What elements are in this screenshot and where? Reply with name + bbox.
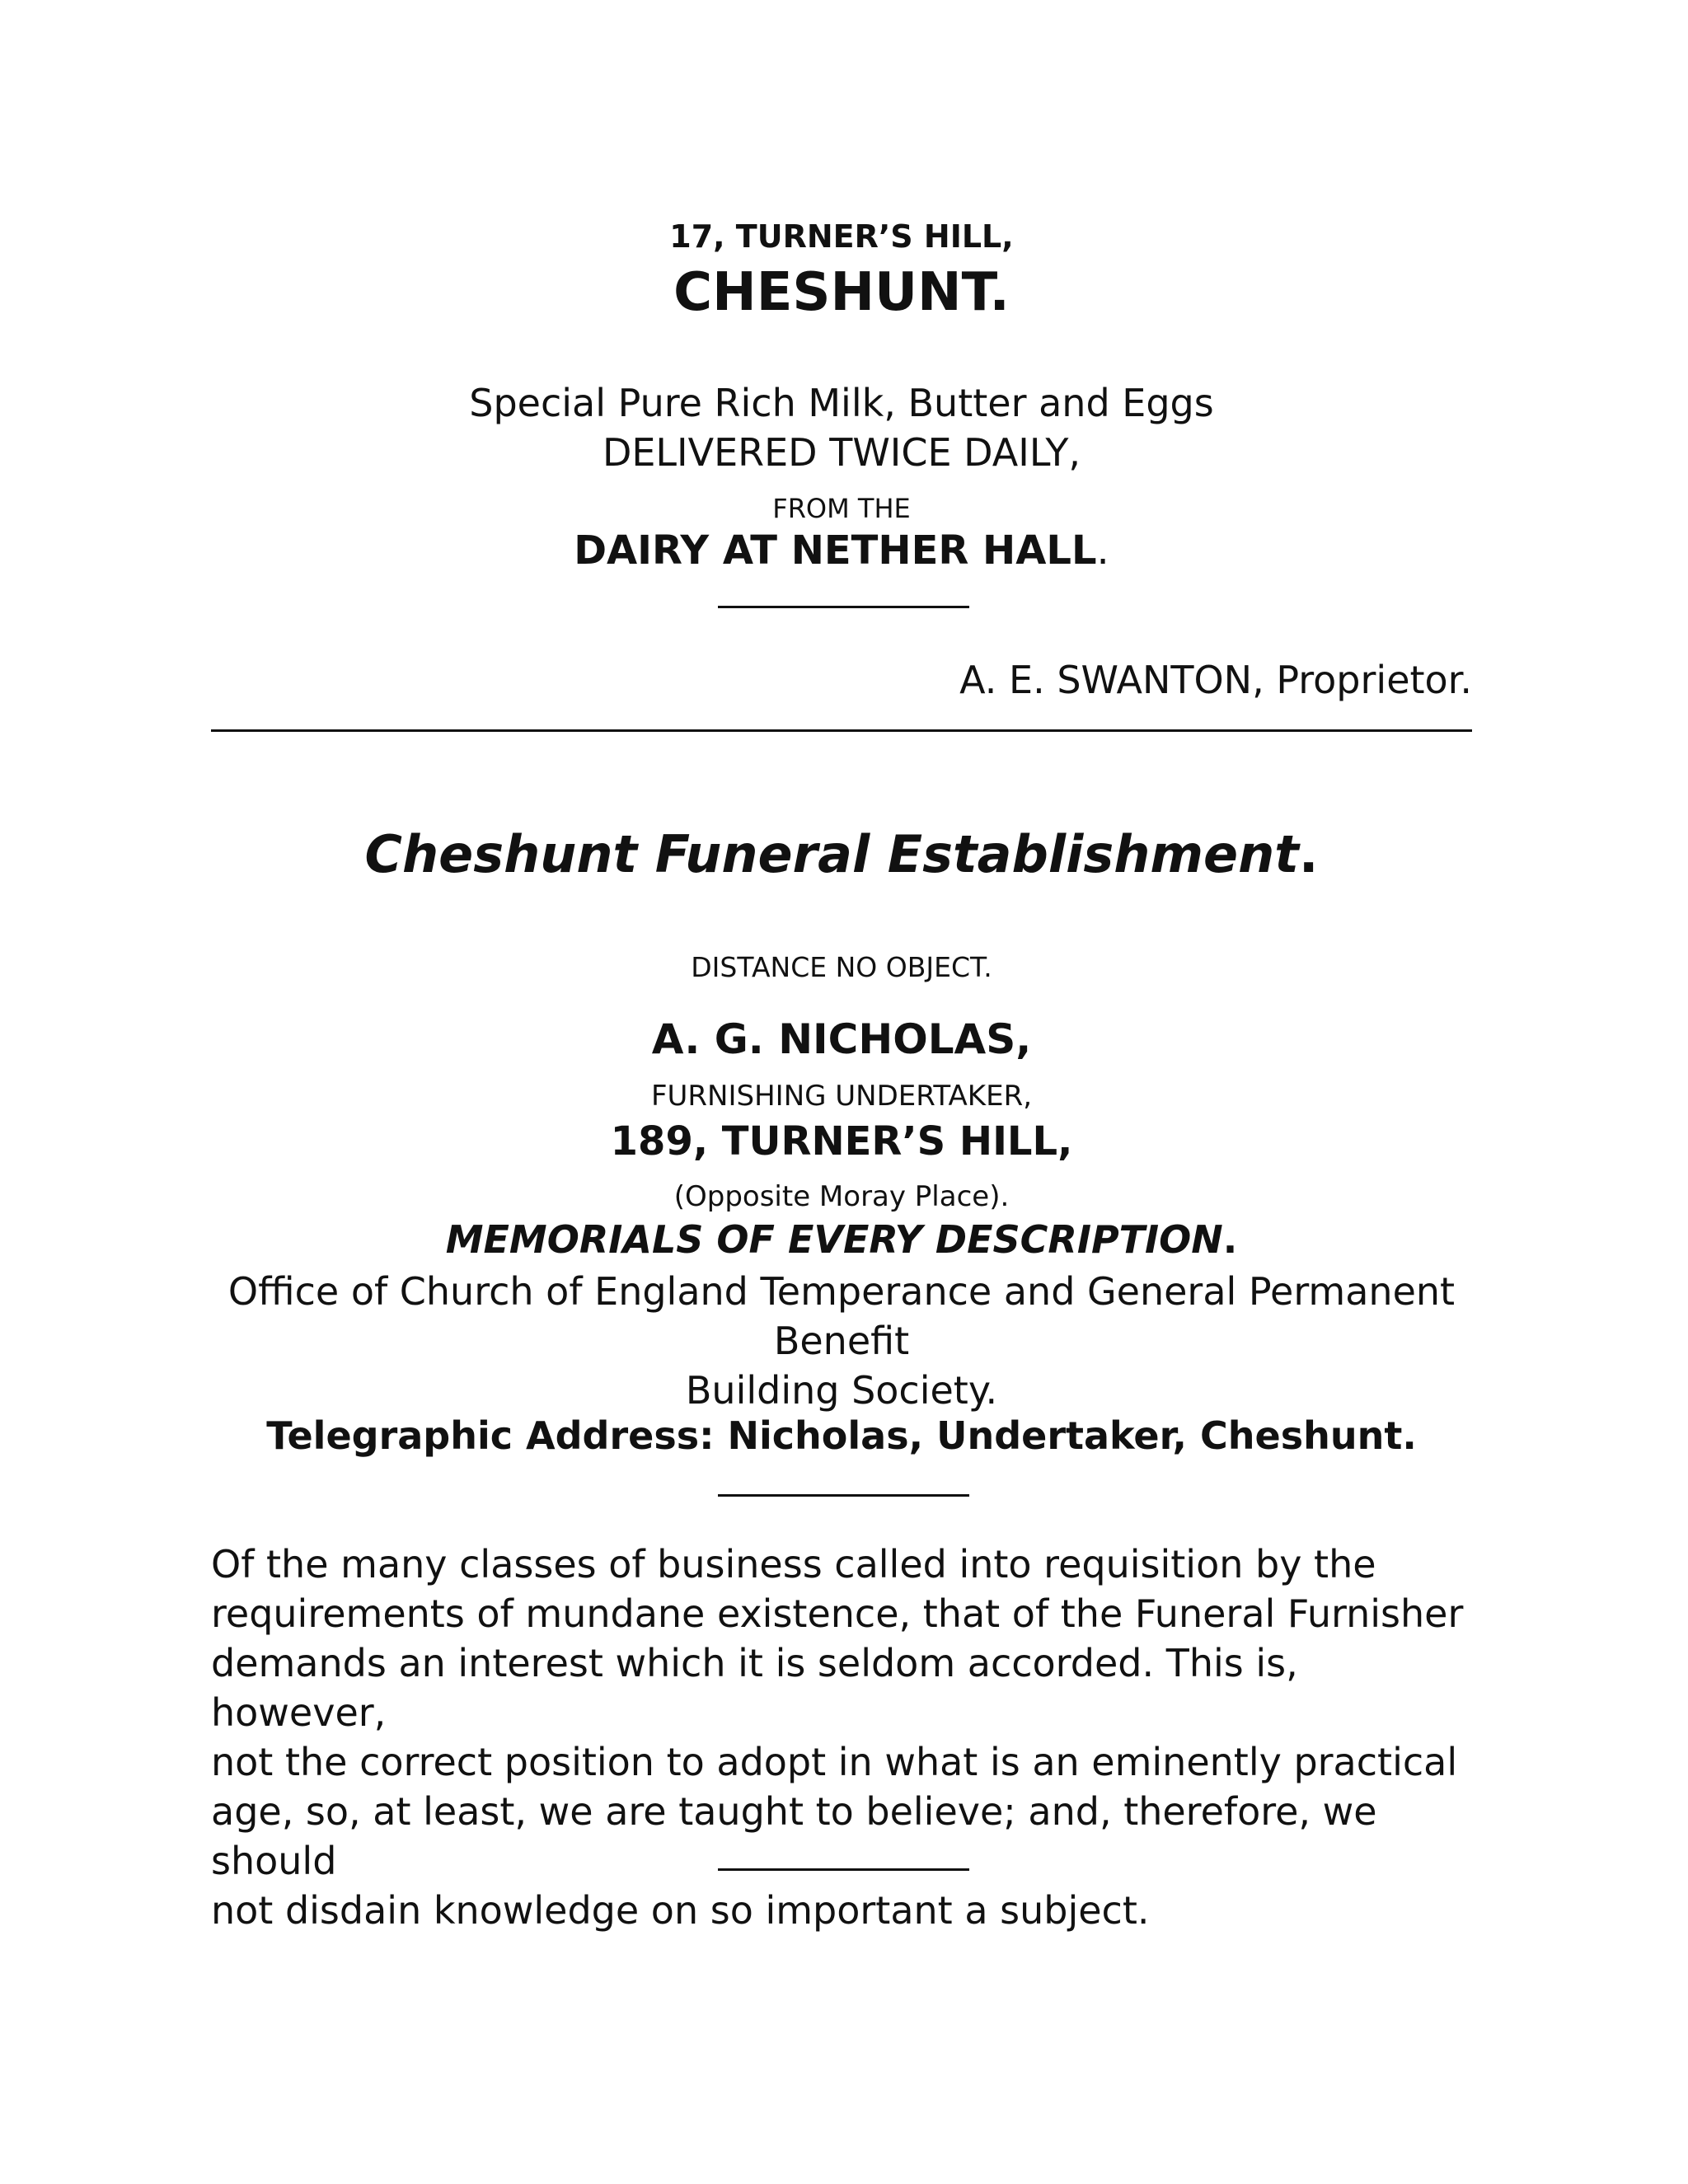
memorials-text: MEMORIALS OF EVERY DESCRIPTION [445, 1217, 1223, 1262]
dairy-proprietor: A. E. SWANTON, Proprietor. [959, 658, 1472, 702]
divider-rule [718, 1494, 969, 1497]
dairy-name-period: . [1096, 527, 1109, 574]
undertaker-name: A. G. NICHOLAS, [651, 1015, 1032, 1063]
office-note-line: Benefit [773, 1319, 910, 1363]
funeral-tagline: DISTANCE NO OBJECT. [691, 951, 992, 983]
dairy-products-line: Special Pure Rich Milk, Butter and Eggs [469, 381, 1214, 425]
divider-rule [718, 1868, 969, 1871]
dairy-name: DAIRY AT NETHER HALL [574, 527, 1097, 574]
section-divider [211, 729, 1472, 732]
undertaker-location-note: (Opposite Moray Place). [673, 1180, 1010, 1213]
funeral-title-line [211, 824, 1472, 884]
dairy-delivery-line: DELIVERED TWICE DAILY, [602, 430, 1081, 475]
funeral-title: Cheshunt Funeral Establishment [364, 824, 1299, 884]
dairy-name-line [211, 527, 1472, 574]
memorials-period: . [1222, 1217, 1238, 1262]
dairy-address: 17, TURNER’S HILL, [669, 218, 1014, 255]
memorials-line [211, 1217, 1472, 1262]
funeral-title-period: . [1298, 824, 1319, 884]
office-note [211, 1267, 1472, 1415]
undertaker-address: 189, TURNER’S HILL, [610, 1118, 1073, 1165]
dairy-town: CHESHUNT. [673, 262, 1010, 323]
office-note-line: Building Society. [685, 1368, 998, 1413]
undertaker-occupation: FURNISHING UNDERTAKER, [650, 1080, 1033, 1113]
telegraphic-address: Telegraphic Address: Nicholas, Undertaker, Cheshunt. [266, 1413, 1417, 1458]
office-note-line: Office of Church of England Temperance and General Permanent [227, 1269, 1456, 1314]
divider-rule [718, 606, 969, 608]
dairy-from-line: FROM THE [772, 493, 911, 524]
document-page [211, 0, 1472, 2184]
article-paragraph: Of the many classes of business called into requisition by the requirements of mundane existence, that of the Funeral Furnisher demands an interest which it is seldom accorded. This is, however, not the correct position to adopt in what is an eminently practical age, so, at least, we are taught to believe; and, therefore, we should not disdain knowledge on so important a subject. [211, 1542, 1464, 1933]
